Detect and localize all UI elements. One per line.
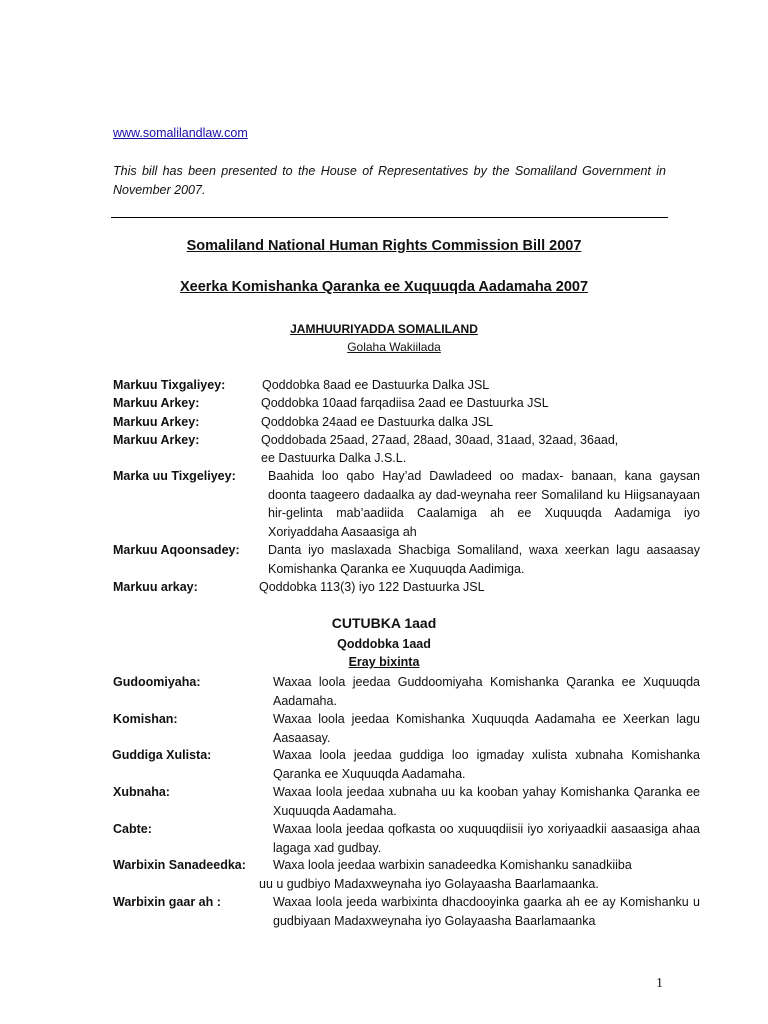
preamble-value: Qoddobka 8aad ee Dastuurka Dalka JSL [262, 378, 490, 392]
definition-text: Waxaa loola jeedaa Komishanka Xuquuqda Aadamaha ee Xeerkan lagu Aasaasay. [273, 712, 700, 745]
definition-text: Waxaa loola jeeda warbixinta dhacdooyinka gaarka ah ee ay Komishanku u gudbiyaan Madaxweynaha iyo Golayaasha Baarlamaanka [273, 895, 700, 928]
bill-title-english: Somaliland National Human Rights Commission Bill 2007 [186, 238, 582, 254]
definition-text-continued: uu u gudbiyo Madaxweynaha iyo Golayaasha Baarlamaanka. [259, 877, 599, 891]
definition-term: Guddiga Xulista: [112, 748, 212, 762]
definition-term: Xubnaha: [113, 785, 170, 799]
preamble-value-continued: ee Dastuurka Dalka J.S.L. [261, 451, 407, 465]
definition-text: Waxa loola jeedaa warbixin sanadeedka Komishanku sanadkiiba [273, 858, 632, 872]
bill-title-somali: Xeerka Komishanka Qaranka ee Xuquuqda Aadamaha 2007 [179, 279, 589, 295]
definitions-heading: Eray bixinta [348, 655, 420, 669]
intro-note: This bill has been presented to the House of Representatives by the Somaliland Government in November 2007. [113, 164, 666, 197]
website-link[interactable]: www.somalilandlaw.com [113, 126, 248, 140]
preamble-label: Markuu arkay: [113, 580, 198, 594]
definition-term: Komishan: [113, 712, 178, 726]
page-number: 1 [656, 976, 663, 991]
preamble-value: Qoddobka 113(3) iyo 122 Dastuurka JSL [259, 580, 485, 594]
definition-term: Gudoomiyaha: [113, 675, 201, 689]
preamble-value: Baahida loo qabo Hay’ad Dawladeed oo madax- banaan, kana gaysan doonta taageero dadaalka ay dad-weynaha reer Somaliland ku Hiigsanayaan hir-gelinta mab’aadiida Caalamiga ah ee Xuquuqda Aadamiga iyo Xoriyaddaha Aasaasiga ah [268, 469, 700, 539]
republic-heading: JAMHUURIYADDA SOMALILAND [290, 322, 478, 336]
preamble-value: Qoddobada 25aad, 27aad, 28aad, 30aad, 31aad, 32aad, 36aad, [261, 433, 619, 447]
definition-term: Warbixin gaar ah : [113, 895, 221, 909]
article-title: Qoddobka 1aad [337, 637, 431, 651]
chapter-title: CUTUBKA 1aad [331, 615, 437, 631]
preamble-label: Markuu Tixgaliyey: [113, 378, 226, 392]
definition-text: Waxaa loola jeedaa qofkasta oo xuquuqdiisii iyo xoriyaadkii aasaasiga ahaa lagaga xad gudbay. [273, 822, 700, 855]
preamble-label: Markuu Arkey: [113, 415, 200, 429]
preamble-value: Qoddobka 10aad farqadiisa 2aad ee Dastuurka JSL [261, 396, 549, 410]
definition-text: Waxaa loola jeedaa guddiga loo igmaday xulista xubnaha Komishanka Qaranka ee Xuquuqda Aadamaha. [273, 748, 700, 781]
definition-text: Waxaa loola jeedaa Guddoomiyaha Komishanka Qaranka ee Xuquuqda Aadamaha. [273, 675, 700, 708]
divider [111, 217, 668, 218]
definition-text: Waxaa loola jeedaa xubnaha uu ka kooban yahay Komishanka Qaranka ee Xuquuqda Aadamaha. [273, 785, 700, 818]
preamble-value: Qoddobka 24aad ee Dastuurka dalka JSL [261, 415, 494, 429]
house-heading: Golaha Wakiilada [347, 340, 441, 354]
preamble-label: Markuu Arkey: [113, 396, 200, 410]
preamble-value: Danta iyo maslaxada Shacbiga Somaliland, waxa xeerkan lagu aasaasay Komishanka Qaranka ee Xuquuqda Aadimiga. [268, 543, 700, 576]
preamble-label: Markuu Aqoonsadey: [113, 543, 240, 557]
definition-term: Warbixin Sanadeedka: [113, 858, 246, 872]
definition-term: Cabte: [113, 822, 152, 836]
preamble-label: Markuu Arkey: [113, 433, 200, 447]
preamble-label: Marka uu Tixgeliyey: [113, 469, 236, 483]
